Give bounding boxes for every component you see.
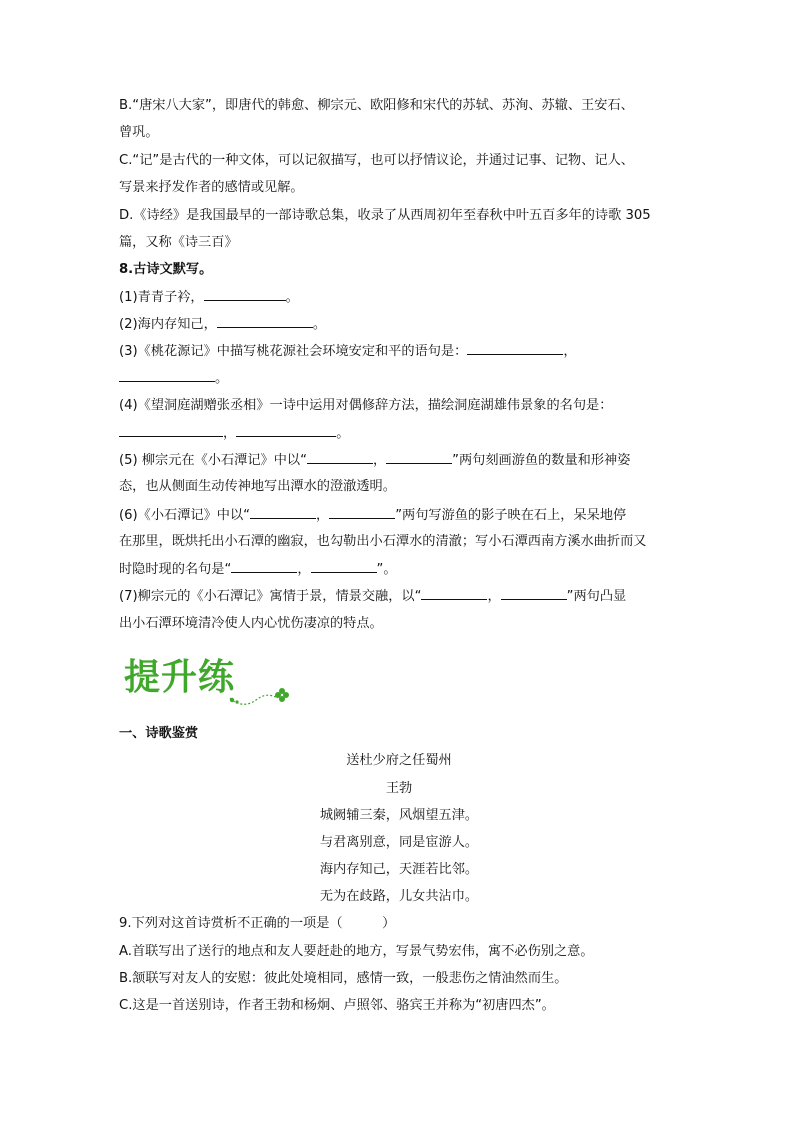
- item-5-text: (5) 柳宗元在《小石潭记》中以“: [119, 453, 307, 468]
- item-6-text: (6)《小石潭记》中以“: [119, 508, 251, 523]
- option-d-line2: 篇，又称《诗三百》: [119, 235, 238, 250]
- clover-decoration-icon: [226, 682, 290, 712]
- answer-blank[interactable]: [421, 586, 487, 600]
- item-7-after: ”两句凸显: [566, 589, 627, 604]
- answer-blank[interactable]: [386, 450, 452, 464]
- answer-blank[interactable]: [119, 423, 223, 437]
- question-8-item-3: [119, 341, 679, 362]
- question-8-item-5: [119, 450, 679, 471]
- item-3-end: 。: [215, 371, 229, 386]
- question-8-item-1: [119, 287, 679, 308]
- poem-line: 海内存知己，天涯若比邻。: [319, 862, 479, 877]
- item-4-end: 。: [336, 426, 350, 441]
- question-9-stem: 9.下列对这首诗赏析不正确的一项是（ ）: [119, 916, 396, 931]
- item-3-text: (3)《桃花源记》中描写桃花源社会环境安定和平的语句是：: [119, 344, 468, 359]
- answer-blank[interactable]: [307, 450, 373, 464]
- question-8-item-3-cont: [119, 368, 679, 389]
- question-8-item-5-cont: 态，也从侧面生动传神地写出潭水的澄澈透明。: [119, 479, 396, 494]
- option-c-line2: 写景来抒发作者的感情或见解。: [119, 180, 304, 195]
- question-9-option-c[interactable]: C.这是一首送别诗，作者王勃和杨炯、卢照邻、骆宾王并称为“初唐四杰”。: [119, 998, 555, 1013]
- item-2-end: 。: [312, 317, 326, 332]
- option-d-line1: D.《诗经》是我国最早的一部诗歌总集，收录了从西周初年至春秋中叶五百多年的诗歌 305: [119, 208, 651, 223]
- question-8-title: 8.古诗文默写。: [119, 262, 213, 277]
- question-8-item-7: [119, 586, 679, 607]
- question-9-option-a[interactable]: A.首联写出了送行的地点和友人要赶赴的地方，写景气势宏伟，寓不必伤别之意。: [119, 944, 594, 959]
- part-title: 一、诗歌鉴赏: [119, 726, 199, 741]
- item-5-sep: ，: [372, 453, 387, 468]
- poem-line: 城阙辅三秦，风烟望五津。: [319, 808, 479, 823]
- option-b-line1: B.“唐宋八大家”，即唐代的韩愈、柳宗元、欧阳修和宋代的苏轼、苏洵、苏辙、王安石、: [119, 98, 634, 113]
- item-4-sep: ，: [223, 426, 237, 441]
- answer-blank[interactable]: [204, 287, 286, 301]
- item-6-sep: ，: [316, 508, 330, 523]
- item-6-sep2: ，: [297, 562, 311, 577]
- poem-line: 与君离别意，同是宦游人。: [319, 835, 479, 850]
- question-8-item-6-cont: 在那里，既烘托出小石潭的幽寂，也勾勒出小石潭水的清澈；写小石潭西南方溪水曲折而又: [119, 534, 647, 549]
- item-1-end: 。: [285, 290, 299, 305]
- question-8-item-4-cont: [119, 423, 679, 444]
- item-7-text: (7)柳宗元的《小石潭记》寓情于景，情景交融，以“: [119, 589, 422, 604]
- answer-blank[interactable]: [217, 314, 313, 328]
- poem-line: 无为在歧路，儿女共沾巾。: [319, 889, 479, 904]
- item-6-after: ”两句写游鱼的影子映在石上，呆呆地停: [395, 508, 627, 523]
- answer-blank[interactable]: [501, 586, 567, 600]
- item-6-end: ”。: [376, 562, 397, 577]
- item-7-sep: ，: [487, 589, 501, 604]
- question-8-item-6-cont2: [119, 559, 679, 580]
- answer-blank[interactable]: [119, 368, 215, 382]
- section-heading: 提升练: [124, 657, 236, 698]
- question-9-option-b[interactable]: B.颔联写对友人的安慰：彼此处境相同，感情一致，一般悲伤之情油然而生。: [119, 971, 568, 986]
- option-b-line2: 曾巩。: [119, 125, 159, 140]
- answer-blank[interactable]: [250, 505, 316, 519]
- answer-blank[interactable]: [329, 505, 395, 519]
- answer-blank[interactable]: [231, 559, 297, 573]
- answer-blank[interactable]: [311, 559, 377, 573]
- poem-author: 王勃: [385, 781, 413, 796]
- question-8-item-7-cont: 出小石潭环境清冷使人内心忧伤凄凉的特点。: [119, 616, 383, 631]
- question-8-item-4: (4)《望洞庭湖赠张丞相》一诗中运用对偶修辞方法，描绘洞庭湖雄伟景象的名句是：: [119, 398, 613, 413]
- question-8-item-2: [119, 314, 679, 335]
- answer-blank[interactable]: [236, 423, 336, 437]
- item-3-sep: ，: [563, 344, 577, 359]
- question-8-item-6: [119, 505, 679, 526]
- poem-title: 送杜少府之任蜀州: [346, 753, 452, 768]
- item-5-after: ”两句刻画游鱼的数量和形神姿: [452, 453, 631, 468]
- option-c-line1: C.“记”是古代的一种文体，可以记叙描写，也可以抒情议论，并通过记事、记物、记人、: [119, 153, 634, 168]
- item-6-text2: 时隐时现的名句是“: [119, 562, 232, 577]
- answer-blank[interactable]: [467, 341, 563, 355]
- item-2-text: (2)海内存知己，: [119, 317, 217, 332]
- item-1-text: (1)青青子衿，: [119, 290, 204, 305]
